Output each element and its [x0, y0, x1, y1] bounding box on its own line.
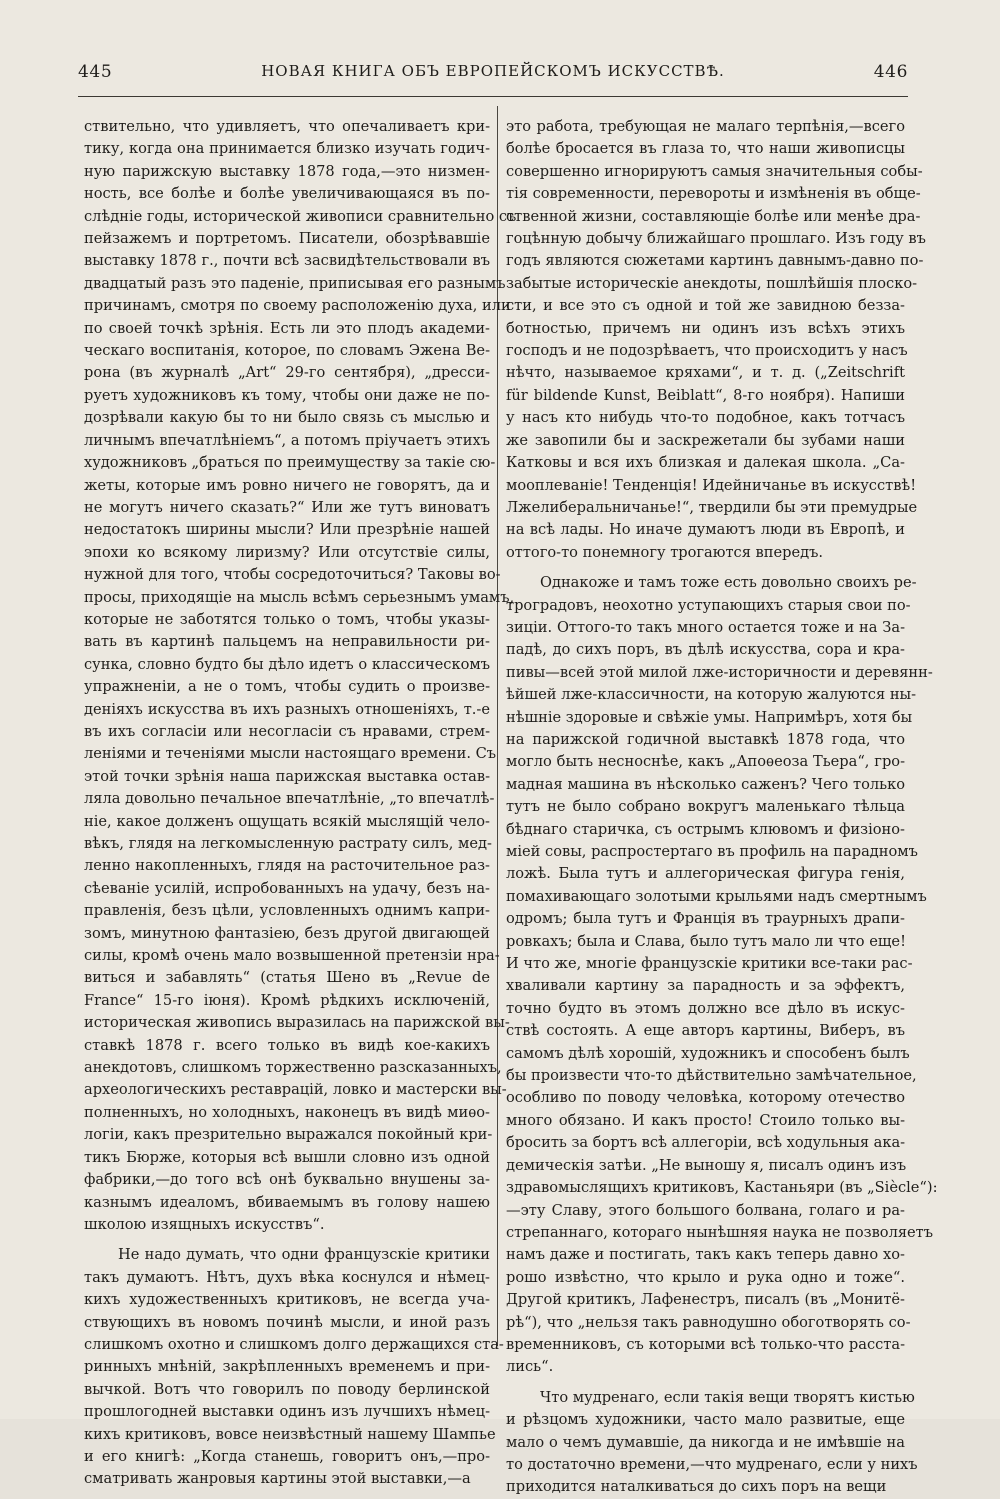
- text-line: особливо по поводу человѣка, которому отечество: [506, 1089, 905, 1107]
- text-line: —эту Славу, этого большого болвана, голаго и ра-: [506, 1201, 905, 1219]
- text-line: ствѣ состоять. А еще авторъ картины, Виберъ, въ: [506, 1022, 905, 1040]
- text-line: für bildende Kunst, Beiblatt“, 8-го ноября). Напиши: [506, 386, 905, 404]
- text-line: силы, кромѣ очень мало возвышенной претензіи нра-: [84, 947, 500, 965]
- text-line: кихъ художественныхъ критиковъ, не всегда уча-: [84, 1291, 490, 1309]
- left-column: [84, 116, 517, 1488]
- text-line: въ ихъ согласіи или несогласіи съ нравами, стрем-: [84, 722, 490, 740]
- text-line: хваливали картину за парадность и за эффектъ,: [506, 977, 905, 995]
- text-line: бы произвести что-то дѣйствительно замѣчательное,: [506, 1067, 917, 1085]
- text-line: приходится наталкиваться до сихъ поръ на вещи: [506, 1478, 887, 1496]
- text-line: совершенно игнорируютъ самыя значительныя собы-: [506, 162, 923, 180]
- text-line: ринныхъ мнѣній, закрѣпленныхъ временемъ и при-: [84, 1358, 490, 1376]
- text-line: Катковы и вся ихъ близкая и далекая школа. „Са-: [506, 454, 905, 472]
- right-column: [506, 116, 938, 1496]
- text-line: вать въ картинѣ пальцемъ на неправильности ри-: [84, 633, 490, 651]
- text-line: личнымъ впечатлѣніемъ“, а потомъ пріучаетъ этихъ: [84, 431, 490, 449]
- text-line: тія современности, перевороты и измѣненія въ обще-: [506, 185, 921, 203]
- paragraph-gap: [506, 564, 905, 572]
- text-line: могло быть несноснѣе, какъ „Апоѳеоза Тьера“, гро-: [506, 753, 905, 771]
- text-line: Что мудренаго, если такія вещи творятъ кистью: [540, 1388, 915, 1406]
- text-line: логіи, какъ презрительно выражался покойный кри-: [84, 1126, 493, 1144]
- text-line: мало о чемъ думавшіе, да никогда и не имѣвшіе на: [506, 1433, 905, 1451]
- text-line: причинамъ, смотря по своему расположенію духа, или: [84, 297, 511, 315]
- text-line: бросить за бортъ всѣ аллегоріи, всѣ ходульныя ака-: [506, 1134, 906, 1152]
- text-line: ѣйшей лже-классичности, на которую жалуются ны-: [506, 686, 917, 704]
- paragraph-gap: [84, 1236, 490, 1244]
- text-line: не могутъ ничего сказать?“ Или же тутъ виноватъ: [84, 498, 490, 516]
- text-line: рошо извѣстно, что крыло и рука одно и тоже“.: [506, 1268, 905, 1286]
- text-line: ствительно, что удивляетъ, что опечаливаетъ кри-: [84, 118, 490, 135]
- text-line: рона (въ журналѣ „Art“ 29-го сентября), „дресси-: [84, 364, 490, 382]
- column-divider: [497, 106, 498, 1346]
- text-line: слишкомъ охотно и слишкомъ долго держащихся ста-: [84, 1335, 504, 1353]
- text-line: виться и забавлять“ (статья Шено въ „Revue de: [84, 969, 490, 987]
- text-line: И что же, многіе французскіе критики все-таки рас-: [506, 955, 913, 973]
- text-line: такъ думаютъ. Нѣтъ, духъ вѣка коснулся и нѣмец-: [84, 1268, 490, 1286]
- text-line: болѣе бросается въ глаза то, что наши живописцы: [506, 140, 905, 158]
- text-line: Однакоже и тамъ тоже есть довольно своихъ ре-: [540, 574, 917, 592]
- text-line: недостатокъ ширины мысли? Или презрѣніе нашей: [84, 521, 490, 539]
- text-line: прошлогодней выставки одинъ изъ лучшихъ нѣмец-: [84, 1403, 490, 1421]
- text-line: правленія, безъ цѣли, условленныхъ однимъ капри-: [84, 902, 490, 920]
- page-number-right: 446: [873, 62, 908, 82]
- text-line: зиціи. Оттого-то такъ много остается тоже и на За-: [506, 618, 905, 636]
- text-line: историческая живопись выразилась на парижской вы-: [84, 1014, 510, 1032]
- text-line: просы, приходящіе на мысль всѣмъ серьезнымъ умамъ,: [84, 588, 515, 606]
- text-line: ствующихъ въ новомъ починѣ мысли, и иной разъ: [84, 1313, 490, 1331]
- text-line: кихъ критиковъ, вовсе неизвѣстный нашему Шампье: [84, 1425, 496, 1443]
- text-line: Лжелиберальничанье!“, твердили бы эти премудрые: [506, 498, 918, 516]
- text-line: руетъ художниковъ къ тому, чтобы они даже не по-: [84, 386, 490, 404]
- text-line: много обязано. И какъ просто! Стоило только вы-: [506, 1111, 905, 1129]
- text-line: Не надо думать, что одни французскіе критики: [118, 1246, 490, 1264]
- text-line: оттого-то понемногу трогаются впередъ.: [506, 543, 824, 561]
- text-line: помахивающаго золотыми крыльями надъ смертнымъ: [506, 887, 927, 905]
- text-line: намъ даже и постигать, такъ какъ теперь давно хо-: [506, 1246, 905, 1264]
- running-title: НОВАЯ КНИГА ОБЪ ЕВРОПЕЙСКОМЪ ИСКУССТВѢ.: [261, 62, 725, 80]
- text-line: которые не заботятся только о томъ, чтобы указы-: [84, 610, 490, 628]
- text-line: годъ являются сюжетами картинъ давнымъ-давно по-: [506, 252, 924, 270]
- text-line: художниковъ „браться по преимуществу за такіе сю-: [84, 454, 496, 472]
- text-line: эпохи ко всякому лиризму? Или отсутствіе силы,: [84, 543, 490, 561]
- text-line: ную парижскую выставку 1878 года,—это низмен-: [84, 162, 490, 180]
- text-line: ніе, какое долженъ ощущать всякій мыслящій чело-: [84, 812, 490, 830]
- text-line: выставку 1878 г., почти всѣ засвидѣтельствовали въ: [84, 252, 490, 270]
- text-line: этой точки зрѣнія наша парижская выставка остав-: [84, 767, 490, 785]
- text-line: ставкѣ 1878 г. всего только въ видѣ кое-какихъ: [84, 1036, 490, 1054]
- text-line: нѣчто, называемое кряхами“, и т. д. („Zeitschrift: [506, 364, 905, 382]
- text-line: самомъ дѣлѣ хорошій, художникъ и способенъ былъ: [506, 1044, 910, 1062]
- text-line: ность, все болѣе и болѣе увеличивающаяся въ по-: [84, 185, 490, 203]
- text-line: леніями и теченіями мысли настоящаго времени. Съ: [84, 745, 497, 763]
- text-line: міей совы, распростертаго въ профиль на парадномъ: [506, 843, 918, 860]
- text-line: и рѣзцомъ художники, часто мало развитые, еще: [506, 1411, 905, 1429]
- text-line: ботностью, причемъ ни одинъ изъ всѣхъ этихъ: [506, 319, 905, 337]
- text-line: упражненіи, а не о томъ, чтобы судить о произве-: [84, 678, 490, 696]
- text-line: слѣдніе годы, исторической живописи сравнительно съ: [84, 207, 517, 225]
- text-line: господъ и не подозрѣваетъ, что происходитъ у насъ: [506, 342, 908, 360]
- text-line: вѣкъ, глядя на легкомысленную растрату силъ, мед-: [84, 835, 492, 852]
- text-line: по своей точкѣ зрѣнія. Есть ли это плодъ академи-: [84, 319, 490, 337]
- text-line: пивы—всей этой милой лже-историчности и деревянн-: [506, 663, 933, 681]
- text-line: дозрѣвали какую бы то ни было связь съ мыслью и: [84, 409, 490, 427]
- text-line: одромъ; была тутъ и Франція въ траурныхъ драпи-: [506, 910, 905, 928]
- text-line: то достаточно времени,—что мудренаго, если у нихъ: [506, 1455, 918, 1473]
- text-line: троградовъ, неохотно уступающихъ старыя свои по-: [506, 596, 911, 614]
- text-line: тутъ не было собрано вокругъ маленькаго тѣльца: [506, 798, 905, 816]
- text-line: зомъ, минутною фантазіею, безъ другой двигающей: [84, 924, 490, 942]
- text-line: деніяхъ искусства въ ихъ разныхъ отношеніяхъ, т.-е: [84, 700, 490, 718]
- text-line: ляла довольно печальное впечатлѣніе, „то впечатлѣ-: [84, 790, 495, 808]
- text-line: и его книгѣ: „Когда станешь, говоритъ онъ,—про-: [84, 1447, 490, 1465]
- text-line: сѣеваніе усилій, испробованныхъ на удачу, безъ на-: [84, 879, 490, 897]
- text-line: здравомыслящихъ критиковъ, Кастаньяри (въ „Siècle“):: [506, 1179, 938, 1197]
- text-line: это работа, требующая не малаго терпѣнія,—всего: [506, 118, 905, 135]
- text-line: жеты, которые имъ ровно ничего не говорятъ, да и: [84, 476, 490, 494]
- text-line: сти, и все это съ одной и той же завидною безза-: [506, 297, 905, 315]
- text-line: лись“.: [506, 1358, 554, 1376]
- running-header: [78, 62, 908, 88]
- text-line: ственной жизни, составляющіе болѣе или менѣе дра-: [506, 207, 921, 225]
- text-line: сматривать жанровыя картины этой выставки,—а: [84, 1470, 471, 1488]
- text-line: сунка, словно будто бы дѣло идетъ о классическомъ: [84, 655, 490, 673]
- text-line: France“ 15-го іюня). Кромѣ рѣдкихъ исключеній,: [84, 991, 490, 1009]
- text-line: ложѣ. Была тутъ и аллегорическая фигура генія,: [506, 865, 905, 883]
- text-line: же завопили бы и заскрежетали бы зубами наши: [506, 431, 905, 449]
- text-line: бѣднаго старичка, съ острымъ клювомъ и физіоно-: [506, 820, 905, 838]
- text-line: нужной для того, чтобы сосредоточиться? Таковы во-: [84, 566, 501, 584]
- text-line: Другой критикъ, Лафенестръ, писалъ (въ „Монитё-: [506, 1291, 905, 1309]
- text-line: анекдотовъ, слишкомъ торжественно разсказанныхъ,: [84, 1059, 502, 1077]
- text-line: у насъ кто нибудь что-то подобное, какъ тотчасъ: [506, 409, 905, 427]
- text-line: нѣшніе здоровые и свѣжіе умы. Напримѣръ, хотя бы: [506, 708, 913, 726]
- text-line: ческаго воспитанія, которое, по словамъ Эжена Ве-: [84, 342, 490, 360]
- text-line: археологическихъ реставрацій, ловко и мастерски вы-: [84, 1081, 507, 1099]
- text-line: ленно накопленныхъ, глядя на расточительное раз-: [84, 857, 490, 875]
- text-line: мооплеваніе! Тенденція! Идейничанье въ искусствѣ!: [506, 476, 917, 494]
- text-line: на всѣ лады. Но иначе думаютъ люди въ Европѣ, и: [506, 521, 905, 539]
- text-line: ровкахъ; была и Слава, было тутъ мало ли что еще!: [506, 932, 906, 950]
- text-line: гоцѣнную добычу ближайшаго прошлаго. Изъ году въ: [506, 230, 926, 248]
- text-line: пейзажемъ и портретомъ. Писатели, обозрѣвавшіе: [84, 230, 490, 248]
- text-line: полненныхъ, но холодныхъ, наконецъ въ видѣ миѳо-: [84, 1103, 490, 1121]
- text-line: забытые историческіе анекдоты, пошлѣйшія плоско-: [506, 274, 918, 292]
- text-line: тикъ Бюрже, которыя всѣ вышли словно изъ одной: [84, 1148, 490, 1166]
- text-line: демическія затѣи. „Не выношу я, писалъ одинъ изъ: [506, 1156, 907, 1174]
- text-line: мадная машина въ нѣсколько саженъ? Чего только: [506, 775, 905, 793]
- paragraph-gap: [506, 1379, 905, 1387]
- text-line: временниковъ, съ которыми всѣ только-что расста-: [506, 1335, 905, 1353]
- page-number-left: 445: [78, 62, 113, 82]
- text-line: вычкой. Вотъ что говорилъ по поводу берлинской: [84, 1380, 490, 1398]
- text-line: стрепаннаго, котораго нынѣшняя наука не позволяетъ: [506, 1223, 934, 1241]
- text-line: тику, когда она принимается близко изучать годич-: [84, 140, 490, 158]
- text-line: фабрики,—до того всѣ онѣ буквально внушены за-: [84, 1171, 490, 1189]
- text-line: школою изящныхъ искусствъ“.: [84, 1215, 325, 1233]
- text-line: точно будто въ этомъ должно все дѣло въ искус-: [506, 999, 905, 1017]
- text-line: рѣ“), что „нельзя такъ равнодушно обоготворять со-: [506, 1313, 911, 1331]
- header-rule: [78, 96, 908, 97]
- text-line: казнымъ идеаломъ, вбиваемымъ въ голову нашею: [84, 1193, 490, 1211]
- text-line: падѣ, до сихъ поръ, въ дѣлѣ искусства, сора и кра-: [506, 641, 905, 659]
- text-line: на парижской годичной выставкѣ 1878 года, что: [506, 730, 905, 748]
- text-line: двадцатый разъ это паденіе, приписывая его разнымъ: [84, 274, 506, 292]
